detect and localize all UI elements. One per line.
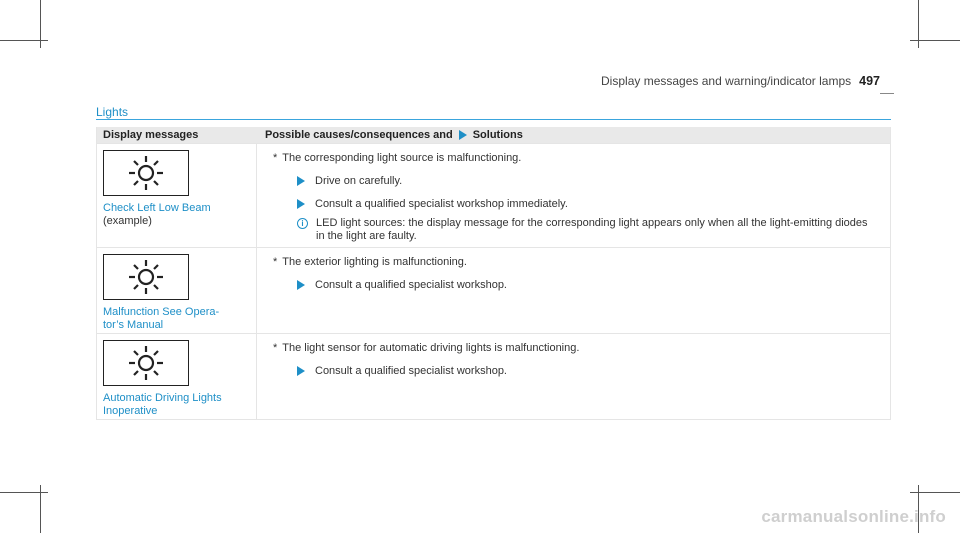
col-header-causes bbox=[257, 129, 890, 141]
info-icon: i bbox=[297, 218, 308, 229]
crop-mark bbox=[0, 492, 48, 493]
display-message-cell bbox=[97, 334, 257, 419]
light-bulb-warning-icon bbox=[103, 150, 189, 196]
message-label: Check Left Low Beam bbox=[103, 202, 211, 214]
cause-text: The corresponding light source is malfunctioning. bbox=[282, 152, 522, 164]
causes-cell bbox=[257, 248, 890, 333]
col-header-solutions-label: Solutions bbox=[472, 129, 523, 141]
arrow-right-icon bbox=[297, 280, 305, 290]
section-title: Lights bbox=[96, 105, 129, 119]
messages-table bbox=[96, 127, 891, 420]
note-text: LED light sources: the display message for the corresponding light appears only when all the light-emitting diodes in the light are faulty. bbox=[316, 217, 868, 242]
cause-item bbox=[273, 341, 880, 355]
crop-mark bbox=[910, 492, 960, 493]
table-row bbox=[97, 247, 890, 333]
cause-item bbox=[273, 255, 880, 269]
solution-step bbox=[297, 174, 880, 188]
col-header-display-messages: Display messages bbox=[103, 129, 199, 141]
bullet: * bbox=[273, 342, 278, 354]
chapter-title: Display messages and warning/indicator lamps bbox=[601, 74, 852, 88]
step-text: Consult a qualified specialist workshop. bbox=[315, 279, 507, 291]
crop-mark bbox=[0, 40, 48, 41]
light-bulb-warning-icon bbox=[103, 340, 189, 386]
arrow-right-icon bbox=[297, 199, 305, 209]
message-suffix: (example) bbox=[103, 215, 152, 227]
cause-text: The exterior lighting is malfunctioning. bbox=[282, 256, 467, 268]
arrow-right-icon bbox=[297, 176, 305, 186]
display-message-cell bbox=[97, 248, 257, 333]
light-bulb-warning-icon bbox=[103, 254, 189, 300]
step-text: Drive on carefully. bbox=[315, 175, 403, 187]
col-header-causes-label: Possible causes/consequences and bbox=[265, 129, 453, 141]
page-header bbox=[601, 74, 880, 88]
solution-step bbox=[297, 364, 880, 378]
bullet: * bbox=[273, 152, 278, 164]
cause-item bbox=[273, 151, 880, 165]
display-message-text: Malfunction See Opera-tor’s Manual bbox=[103, 306, 220, 331]
arrow-right-icon bbox=[459, 130, 467, 140]
solution-step bbox=[297, 278, 880, 292]
table-header bbox=[97, 127, 890, 143]
display-message-cell bbox=[97, 144, 257, 247]
arrow-right-icon bbox=[297, 366, 305, 376]
causes-cell bbox=[257, 144, 890, 247]
info-note bbox=[297, 217, 880, 243]
section-rule bbox=[96, 119, 891, 120]
causes-cell bbox=[257, 334, 890, 419]
watermark: carmanualsonline.info bbox=[761, 507, 946, 526]
table-row bbox=[97, 143, 890, 247]
crop-mark bbox=[910, 40, 960, 41]
bullet: * bbox=[273, 256, 278, 268]
solution-step bbox=[297, 197, 880, 211]
step-text: Consult a qualified specialist workshop. bbox=[315, 365, 507, 377]
table-row bbox=[97, 333, 890, 419]
header-rule bbox=[880, 93, 894, 94]
page-number: 497 bbox=[859, 74, 880, 88]
step-text: Consult a qualified specialist workshop immediately. bbox=[315, 198, 568, 210]
display-message-text: Automatic Driving Lights Inoperative bbox=[103, 392, 222, 417]
cause-text: The light sensor for automatic driving lights is malfunctioning. bbox=[282, 342, 580, 354]
display-message-text bbox=[103, 202, 250, 228]
